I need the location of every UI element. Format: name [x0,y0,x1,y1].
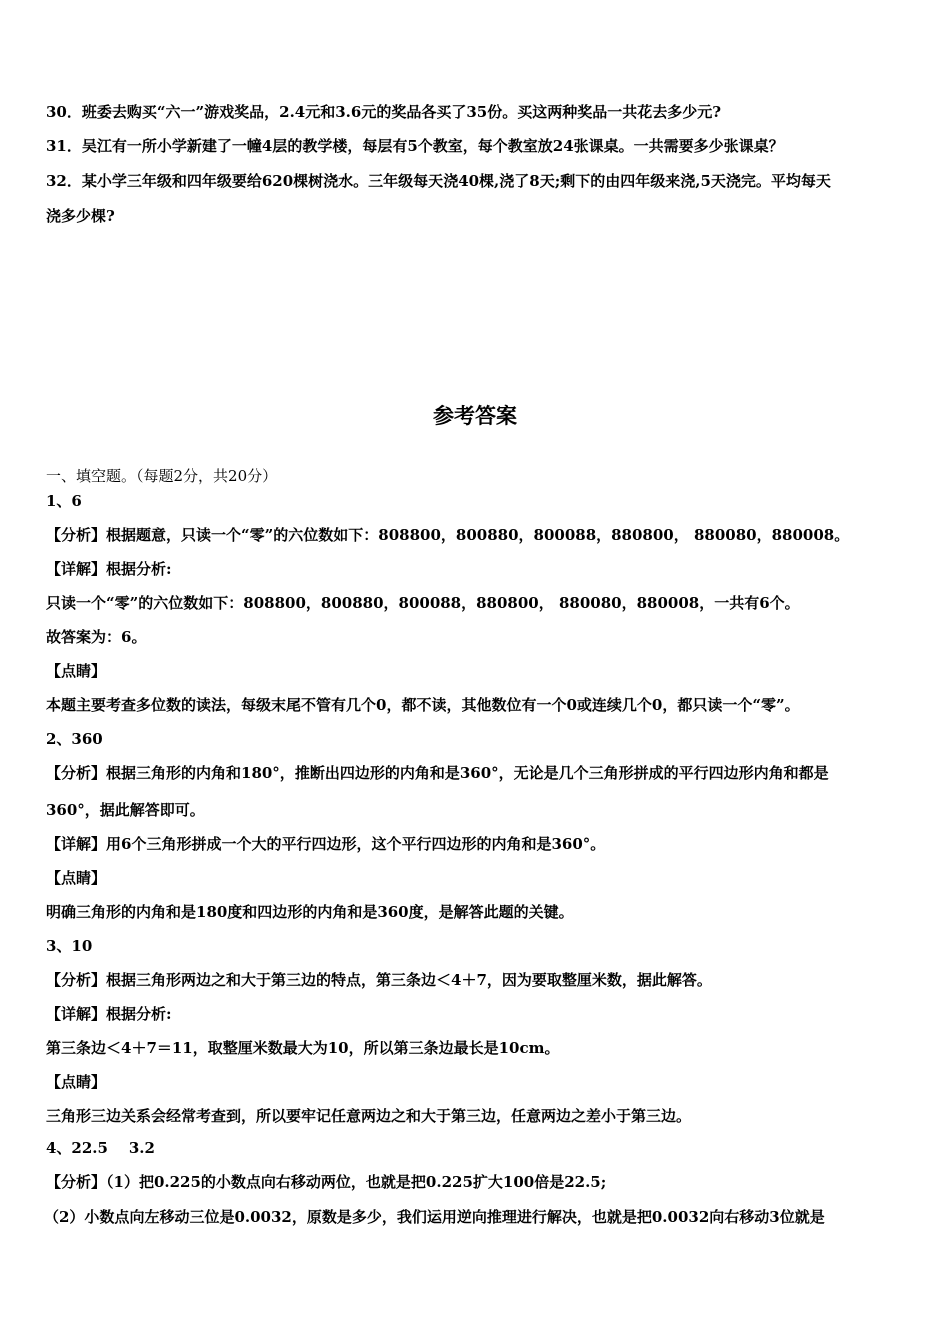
answer-1-detail-label: 【详解】根据分析: [46,560,172,578]
answer-1-point-label: 【点睛】 [46,662,107,680]
answer-3-detail-label: 【详解】根据分析: [46,1005,172,1023]
question-31: 31．吴江有一所小学新建了一幢4层的教学楼，每层有5个教室，每个教室放24张课桌。一共需要多少张课桌？ [46,137,784,155]
section-heading: 一、填空题。（每题2分，共20分） [46,467,278,485]
answer-2-detail: 【详解】用6个三角形拼成一个大的平行四边形，这个平行四边形的内角和是360°。 [46,835,606,853]
answer-3-point: 三角形三边关系会经常考查到，所以要牢记任意两边之和大于第三边，任意两边之差小于第三边。 [46,1107,692,1125]
question-32-line-2: 浇多少棵? [46,207,115,225]
answer-2-point-label: 【点睛】 [46,869,107,887]
question-30: 30．班委去购买“六一”游戏奖品，2.4元和3.6元的奖品各买了35份。买这两种奖品一共花去多少元? [46,103,721,121]
answer-1-point: 本题主要考查多位数的读法，每级末尾不管有几个0，都不读，其他数位有一个0或连续几个0，都只读一个“零”。 [46,696,800,714]
answer-3-point-label: 【点睛】 [46,1073,107,1091]
answer-3-head: 3、10 [46,937,93,955]
answer-2-analysis-line-2: 360°，据此解答即可。 [46,801,205,819]
answer-4-analysis-line-2: （2）小数点向左移动三位是0.0032，原数是多少，我们运用逆向推理进行解决，也就是把0.0032向右移动3位就是 [44,1208,825,1226]
answer-2-point: 明确三角形的内角和是180度和四边形的内角和是360度，是解答此题的关键。 [46,903,574,921]
answer-1-analysis: 【分析】根据题意，只读一个“零”的六位数如下：808800，800880，800088，880800， 880080，880008。 [46,526,850,544]
answer-3-detail: 第三条边＜4＋7＝11，取整厘米数最大为10，所以第三条边最长是10cm。 [46,1039,560,1057]
answer-2-head: 2、360 [46,730,103,748]
answer-1-detail: 只读一个“零”的六位数如下：808800，800880，800088，880800， 880080，880008，一共有6个。 [46,594,800,612]
answer-4-analysis-line-1: 【分析】（1）把0.225的小数点向右移动两位，也就是把0.225扩大100倍是22.5; [46,1173,607,1191]
answer-3-analysis: 【分析】根据三角形两边之和大于第三边的特点，第三条边＜4＋7，因为要取整厘米数，据此解答。 [46,971,712,989]
answer-2-analysis-line-1: 【分析】根据三角形的内角和180°，推断出四边形的内角和是360°，无论是几个三角形拼成的平行四边形内角和都是 [46,764,829,782]
answer-title: 参考答案 [433,404,517,428]
question-32-line-1: 32．某小学三年级和四年级要给620棵树浇水。三年级每天浇40棵,浇了8天;剩下的由四年级来浇,5天浇完。平均每天 [46,172,831,190]
answer-4-head: 4、22.5 3.2 [46,1139,155,1157]
answer-1-final: 故答案为：6。 [46,628,147,646]
answer-1-head: 1、6 [46,492,82,510]
